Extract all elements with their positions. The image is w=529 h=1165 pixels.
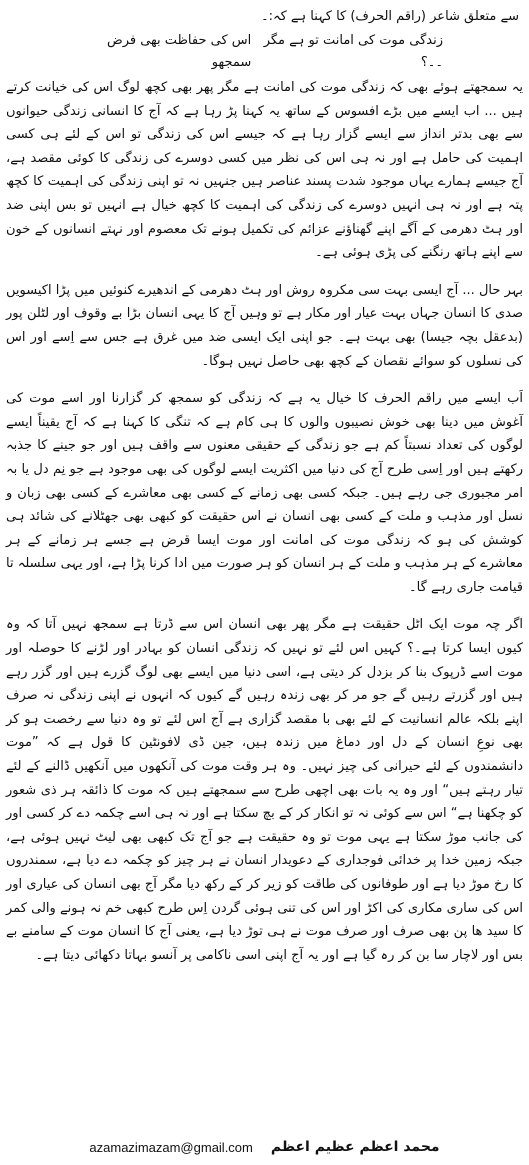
verse-couplet [6,30,523,74]
verse-line-1: زندگی موت کی امانت تو ہے مگر ۔۔؟ [263,33,443,70]
author-email[interactable]: azamazimazam@gmail.com [89,1139,253,1155]
signature [0,1135,529,1159]
paragraph-4: اگر چہ موت ایک اٹل حقیقت ہے مگر پھر بھی انسان اس سے ڈرتا ہے سمجھ نہیں آتا کہ وہ کیوں ایسا کرتا ہے۔؟ کہیں اس لئے تو نہیں کہ زندگی انسان کو بہادر اور لڑنے کا حوصلہ اور موت اسے ڈرپوک بنا کر بزدل کر دیتی ہے، اسی دنیا میں ایسے بھی لوگ گزرے ہیں اور گزر رہے ہیں اور گزرتے رہیں گے جو مر کر بھی زندہ رہیں گے کیوں کہ انہوں نے اپنی زندگی نہ صرف اپنے بلکہ عالم انسانیت کے لئے بھی با مقصد گزاری ہے آج اس لئے تو وہ دنیا سے رخصت ہو کر بھی نوعِ انسان کے دل اور دماغ میں زندہ ہیں، جین ڈی لافونٹین کا قول ہے کہ ”موت دانشمندوں کے لئے حیرانی کی چیز نہیں۔ وہ ہر وقت موت کی آنکھوں میں آنکھیں ڈالنے کے لئے تیار رہتے ہیں“ اور وہ یہ بات بھی اچھی طرح سے سمجھتے ہیں کہ موت کا ذائقہ ہر ذی شعور کو چکھنا ہے“ اس سے کوئی نہ تو انکار کر کے بچ سکتا ہے اور نہ ہی اسے چکمہ دے کر کسی اور کی جانب موڑ سکتا ہے یہی موت تو وہ حقیقت ہے جو آج تک کبھی بھی لیٹ نہیں ہوئی ہے، جبکہ زمین خدا پر خدائی فوجداری کے دعویدار انسان نے ہر چیز کو چکمہ دے دیا ہے، سمندروں کا رخ موڑ دیا ہے اور طوفانوں کی طاقت کو زیر کر کے رکھ دیا مگر آج بھی انسان کی عیاری اور اس کی ساری مکاری کی اکڑ اور اس کی تنی ہوئی گردن اِس طرح کبھی خم نہ ہونے والی کمر کا سید ھا پن بھی صرف اور صرف موت نے ہی توڑ دیا ہے، یعنی آج کا انسان موت کے سامنے بے بس اور لاچار سا بن کر رہ گیا ہے اور یہ آج اپنی اسی ناکامی پر آنسو بہاتا دکھائی دیتا ہے۔ [6,617,523,963]
paragraph-1: یہ سمجھتے ہوئے بھی کہ زندگی موت کی امانت ہے مگر پھر بھی کچھ لوگ اس کی خیانت کرتے ہیں ... اب ایسے میں بڑے افسوس کے ساتھ یہ کہنا پڑ رہا ہے کہ آج کا انسانی زندگی حیوانوں سے بھی بدتر انداز سے ایسے گزار رہا ہے کہ جیسے اس کی زندگی تو اس کے لئے ہی کسی اہمیت کی حامل ہے اور نہ ہی اس کی نظر میں کسی دوسرے کی زندگی کا کوئی مقصد ہے، آج جیسے ہمارے یہاں موجود شدت پسند عناصر ہیں جنہیں نہ تو اپنی زندگی کی اہمیت کا کچھ پتہ ہے اور نہ ہی انہیں دوسرے کی زندگی کی اہمیت کا کچھ خیال ہے انہیں تو بس اپنی ضد اور ہٹ دھرمی کے آگے اپنے گھناؤنے عزائم کی تکمیل ہونے تک معصوم اور نہتے انسانوں کے خون سے اپنے ہاتھ رنگنے کی پڑی ہوئی ہے۔ [6,80,523,261]
author-name: محمد اعظم عظیم اعظم [270,1139,440,1155]
paragraph-3: اَب ایسے میں راقم الحرف کا خیال یہ ہے کہ زندگی کو سمجھ کر گزارنا اور اسے موت کی آغوش میں دینا بھی خوش نصیبوں والوں کا ہی کام ہے کہ تنگی کا کہنا ہے کہ آج یقیناً ایسے لوگوں کی تعداد نسبتاً کم ہے جو زندگی کے حقیقی معنوں سے واقف ہیں اور جو جینے کا جذبہ رکھتے ہیں اور اِسی طرح آج کی دنیا میں اکثریت ایسے لوگوں کی بھی موجود ہے جو نِم دل یا بہ امر مجبوری جی رہے ہیں۔ جبکہ کسی بھی زمانے کے کسی بھی معاشرے کے کسی بھی زبان و نسل اور مذہب و ملت کے کسی بھی انسان نے اس حقیقت کو کبھی بھی جھٹلانے کی شائد ہی کوشش کی ہو کہ زندگی موت کی امانت اور موت ایسا قرض ہے جسے ہر زمانے کے ہر معاشرے کے ہر مذہب و ملت کے ہر انسان کو ہر صورت میں ادا کرنا پڑا ہے، اور یہی سلسلہ تا قیامت جاری رہے گا۔ [6,391,523,595]
intro-line: سے متعلق شاعر (راقم الحرف) کا کہنا ہے کہ:۔ [260,9,519,24]
paragraph-2: بہر حال ... آج ایسی بہت سی مکروہ روش اور ہٹ دھرمی کے اندھیرے کنوئیں میں پڑا اکیسویں صدی کا انسان جہاں بہت عیار اور مکار ہے تو وہیں آج کا یہی انسان بڑا بے وقوف اور لٹلن پور (بدعقل بچہ جیسا) بھی بہت ہے۔ جو اپنی ایک ایسی ضد میں غرق ہے جس سے اِسے اور اس کی نسلوں کو سوائے نقصان کے کچھ بھی حاصل نہیں ہوگا۔ [6,282,523,369]
verse-line-2: اس کی حفاظت بھی فرض سمجھو [106,33,252,70]
